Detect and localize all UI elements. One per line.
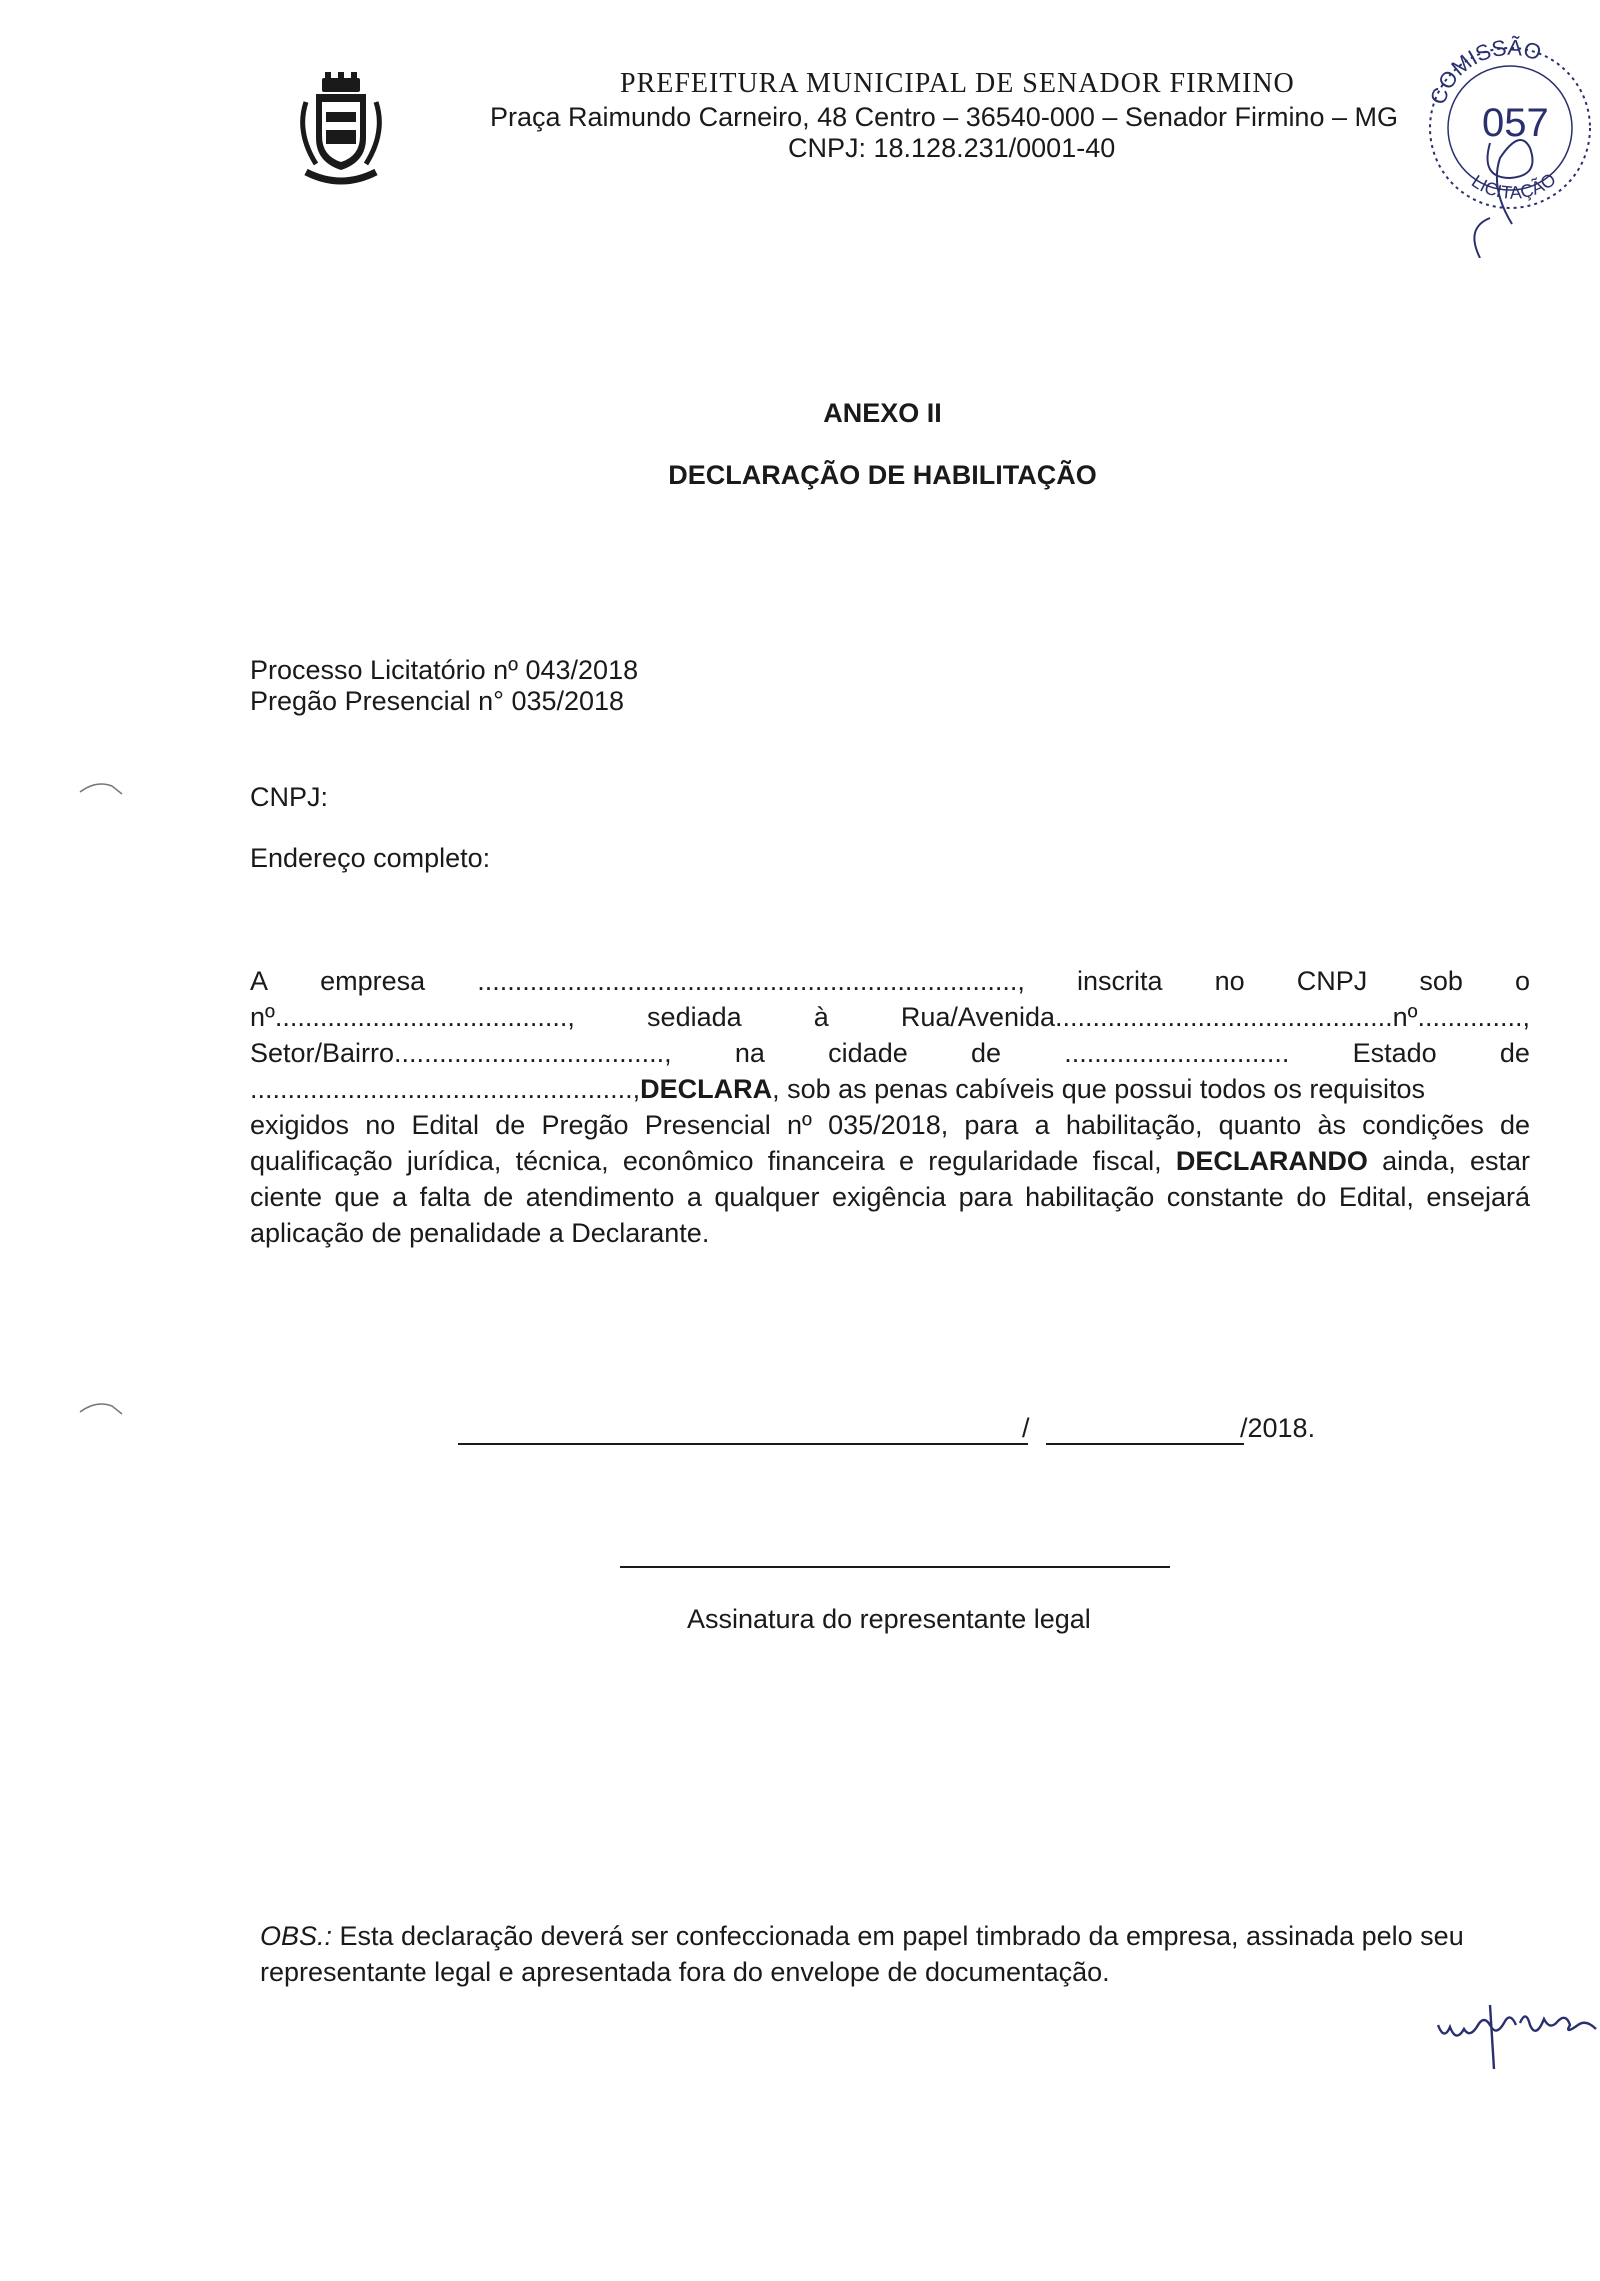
stamp-top-text: COMISSÃO	[1425, 34, 1545, 108]
date-year: /2018.	[1240, 1413, 1316, 1443]
cnpj-label: CNPJ:	[250, 782, 329, 812]
date-place-line	[458, 1443, 1028, 1445]
obs-line-2: representante legal e apresentada fora do envelope de documentação.	[260, 1957, 1110, 1987]
prefeitura-name: PREFEITURA MUNICIPAL DE SENADOR FIRMINO	[620, 68, 1295, 99]
pregao-number: Pregão Presencial n° 035/2018	[250, 686, 625, 716]
obs-line-1: OBS.: Esta declaração deverá ser confeccionada em papel timbrado da empresa, assinada pelo seu	[260, 1921, 1464, 1951]
date-slash: /	[1022, 1413, 1030, 1443]
obs-label: OBS.:	[260, 1921, 333, 1951]
declaration-line-4: ...................................................,DECLARA, sob as penas cabíveis que possui todos os requisitos	[250, 1074, 1425, 1104]
declaration-line-7: ciente que a falta de atendimento a qualquer exigência para habilitação constante do Edital, ensejará	[250, 1182, 1530, 1212]
handwritten-initials-signature	[1430, 1995, 1600, 2080]
declaration-line-6: qualificação jurídica, técnica, econômico financeira e regularidade fiscal, DECLARANDO ainda, estar	[250, 1146, 1530, 1176]
address-label: Endereço completo:	[250, 843, 491, 873]
process-number: Processo Licitatório nº 043/2018	[250, 655, 639, 685]
signature-label: Assinatura do representante legal	[687, 1604, 1091, 1634]
declaration-title: DECLARAÇÃO DE HABILITAÇÃO	[668, 460, 1097, 490]
prefeitura-address: Praça Raimundo Carneiro, 48 Centro – 36540-000 – Senador Firmino – MG	[490, 102, 1398, 132]
stamp-bottom-text: LICITAÇÃO	[1468, 169, 1560, 203]
municipal-crest-icon	[292, 72, 390, 190]
prefeitura-cnpj: CNPJ: 18.128.231/0001-40	[788, 133, 1116, 163]
declaration-line-3: Setor/Bairro...................................., na cidade de .............................. Estado de	[250, 1038, 1530, 1068]
date-month-line	[1046, 1443, 1244, 1445]
stamp-number: 057	[1482, 101, 1549, 145]
margin-mark	[78, 778, 128, 803]
signature-line	[620, 1566, 1170, 1568]
annex-title: ANEXO II	[823, 398, 942, 428]
declaration-line-5: exigidos no Edital de Pregão Presencial nº 035/2018, para a habilitação, quanto às condições de	[250, 1110, 1530, 1140]
declaration-line-2: nº......................................., sediada à Rua/Avenida.............................................nº..............,	[250, 1002, 1530, 1032]
declaration-line-1: A empresa ........................................................................, inscrita no CNPJ sob o	[250, 966, 1530, 996]
commission-stamp	[1420, 28, 1598, 258]
declaration-line-8: aplicação de penalidade a Declarante.	[250, 1218, 710, 1248]
margin-mark	[78, 1398, 128, 1423]
